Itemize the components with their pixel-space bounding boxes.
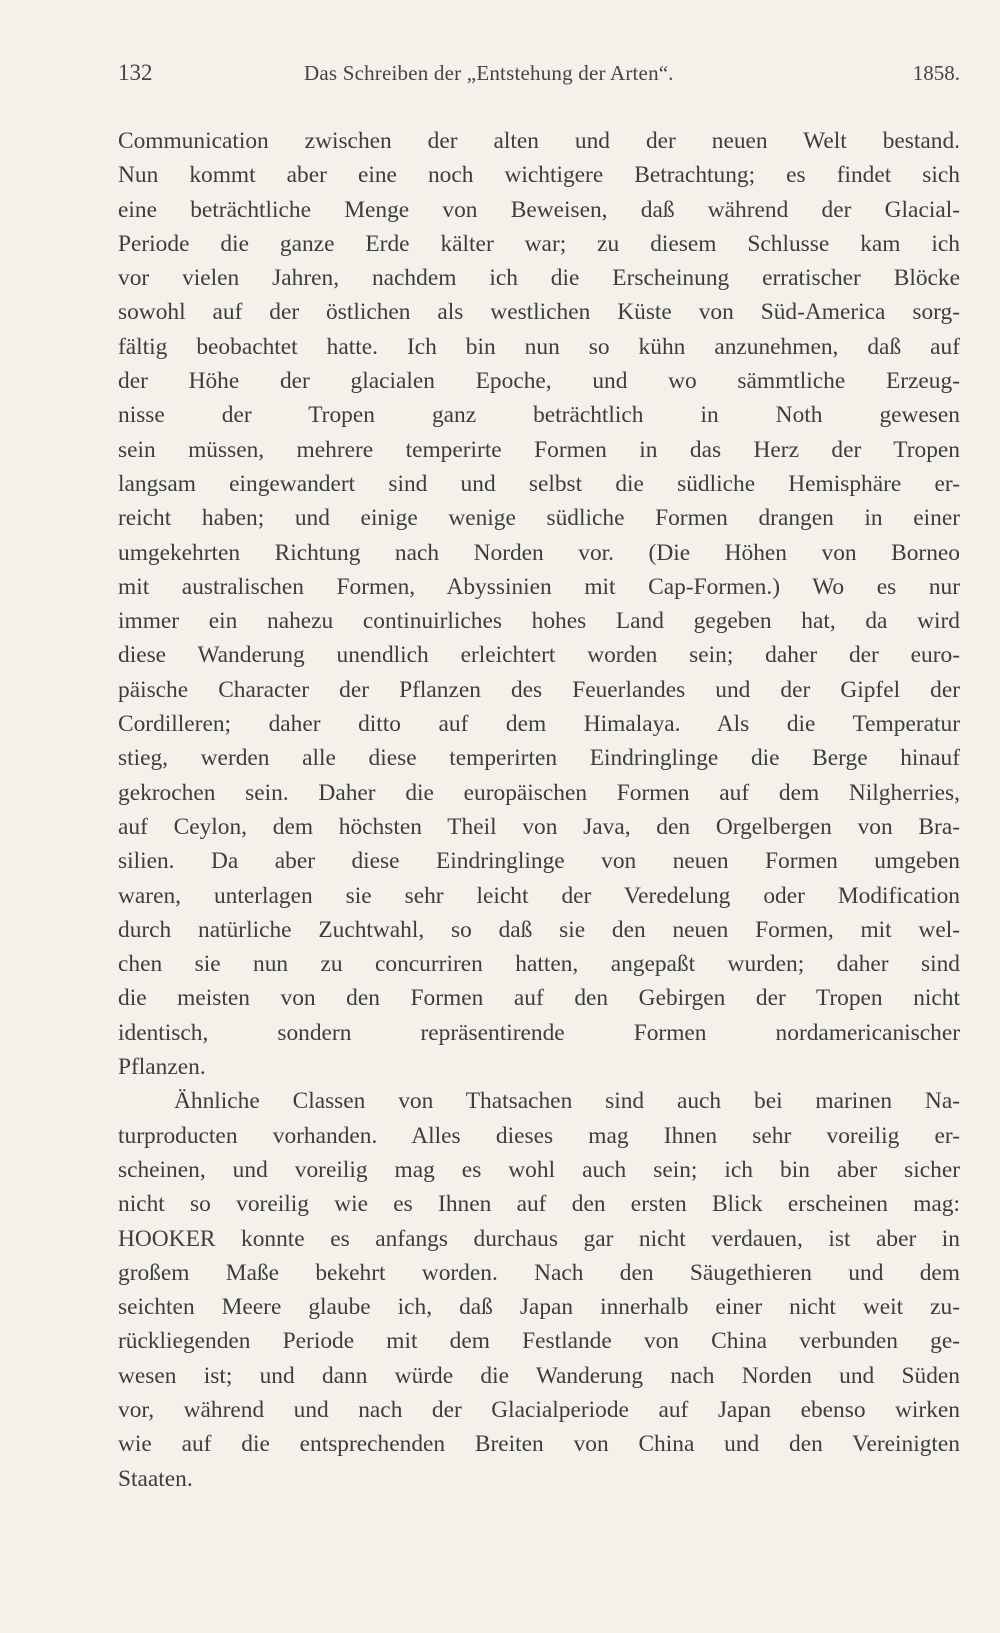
- text-line: eine beträchtliche Menge von Beweisen, daß während der Glacial-: [118, 196, 960, 223]
- text-line: mit australischen Formen, Abyssinien mit Cap-Formen.) Wo es nur: [118, 573, 960, 600]
- text-line: langsam eingewandert sind und selbst die südliche Hemisphäre er-: [118, 470, 960, 497]
- text-line: Staaten.: [118, 1465, 193, 1492]
- text-line: auf Ceylon, dem höchsten Theil von Java, den Orgelbergen von Bra-: [118, 813, 960, 840]
- text-line: wesen ist; und dann würde die Wanderung nach Norden und Süden: [118, 1362, 960, 1389]
- text-line: gekrochen sein. Daher die europäischen Formen auf dem Nilgherries,: [118, 779, 960, 806]
- text-line: umgekehrten Richtung nach Norden vor. (Die Höhen von Borneo: [118, 539, 960, 566]
- running-title: Das Schreiben der „Entstehung der Arten“.: [304, 61, 674, 85]
- text-line: seichten Meere glaube ich, daß Japan innerhalb einer nicht weit zu-: [118, 1294, 960, 1321]
- text-line: nisse der Tropen ganz beträchtlich in Noth gewesen: [118, 402, 960, 429]
- text-line: identisch, sondern repräsentirende Formen nordamericanischer: [118, 1019, 960, 1046]
- text-line: silien. Da aber diese Eindringlinge von neuen Formen umgeben: [118, 848, 960, 875]
- text-line: diese Wanderung unendlich erleichtert worden sein; daher der euro-: [118, 642, 960, 669]
- page-number: 132: [118, 60, 153, 85]
- text-line: sein müssen, mehrere temperirte Formen in das Herz der Tropen: [118, 436, 960, 463]
- text-line: stieg, werden alle diese temperirten Eindringlinge die Berge hinauf: [118, 745, 960, 772]
- text-line: nicht so voreilig wie es Ihnen auf den ersten Blick erscheinen mag:: [118, 1191, 960, 1218]
- text-line: Cordilleren; daher ditto auf dem Himalaya. Als die Temperatur: [118, 711, 960, 738]
- text-line: päische Character der Pflanzen des Feuerlandes und der Gipfel der: [118, 676, 960, 703]
- text-line: chen sie nun zu concurriren hatten, angepaßt wurden; daher sind: [118, 951, 960, 978]
- text-line: großem Maße bekehrt worden. Nach den Säugethieren und dem: [118, 1259, 960, 1286]
- text-line: sowohl auf der östlichen als westlichen Küste von Süd-America sorg-: [118, 299, 960, 326]
- text-line: Ähnliche Classen von Thatsachen sind auch bei marinen Na-: [174, 1088, 960, 1115]
- text-line: Nun kommt aber eine noch wichtigere Betrachtung; es findet sich: [118, 162, 960, 189]
- text-line: durch natürliche Zuchtwahl, so daß sie den neuen Formen, mit wel-: [118, 916, 960, 943]
- text-line: rückliegenden Periode mit dem Festlande von China verbunden ge-: [118, 1328, 960, 1355]
- text-line: der Höhe der glacialen Epoche, und wo sämmtliche Erzeug-: [118, 368, 960, 395]
- running-head: [118, 60, 960, 96]
- text-line: vor, während und nach der Glacialperiode auf Japan ebenso wirken: [118, 1396, 960, 1423]
- text-line: HOOKER konnte es anfangs durchaus gar nicht verdauen, ist aber in: [118, 1225, 960, 1252]
- text-line: wie auf die entsprechenden Breiten von China und den Vereinigten: [118, 1431, 960, 1458]
- text-line: immer ein nahezu continuirliches hohes Land gegeben hat, da wird: [118, 608, 960, 635]
- text-line: Communication zwischen der alten und der neuen Welt bestand.: [118, 128, 960, 154]
- text-line: reicht haben; und einige wenige südliche Formen drangen in einer: [118, 505, 960, 532]
- text-line: scheinen, und voreilig mag es wohl auch sein; ich bin aber sicher: [118, 1156, 960, 1183]
- text-line: die meisten von den Formen auf den Gebirgen der Tropen nicht: [118, 985, 960, 1012]
- text-line: turproducten vorhanden. Alles dieses mag Ihnen sehr voreilig er-: [118, 1122, 960, 1149]
- running-year: 1858.: [912, 61, 960, 85]
- body-text: [118, 124, 960, 1496]
- text-line: fältig beobachtet hatte. Ich bin nun so kühn anzunehmen, daß auf: [118, 333, 960, 360]
- text-line: Periode die ganze Erde kälter war; zu diesem Schlusse kam ich: [118, 230, 960, 257]
- text-line: vor vielen Jahren, nachdem ich die Erscheinung erratischer Blöcke: [118, 265, 960, 292]
- text-line: Pflanzen.: [118, 1054, 206, 1081]
- text-line: waren, unterlagen sie sehr leicht der Veredelung oder Modification: [118, 882, 960, 909]
